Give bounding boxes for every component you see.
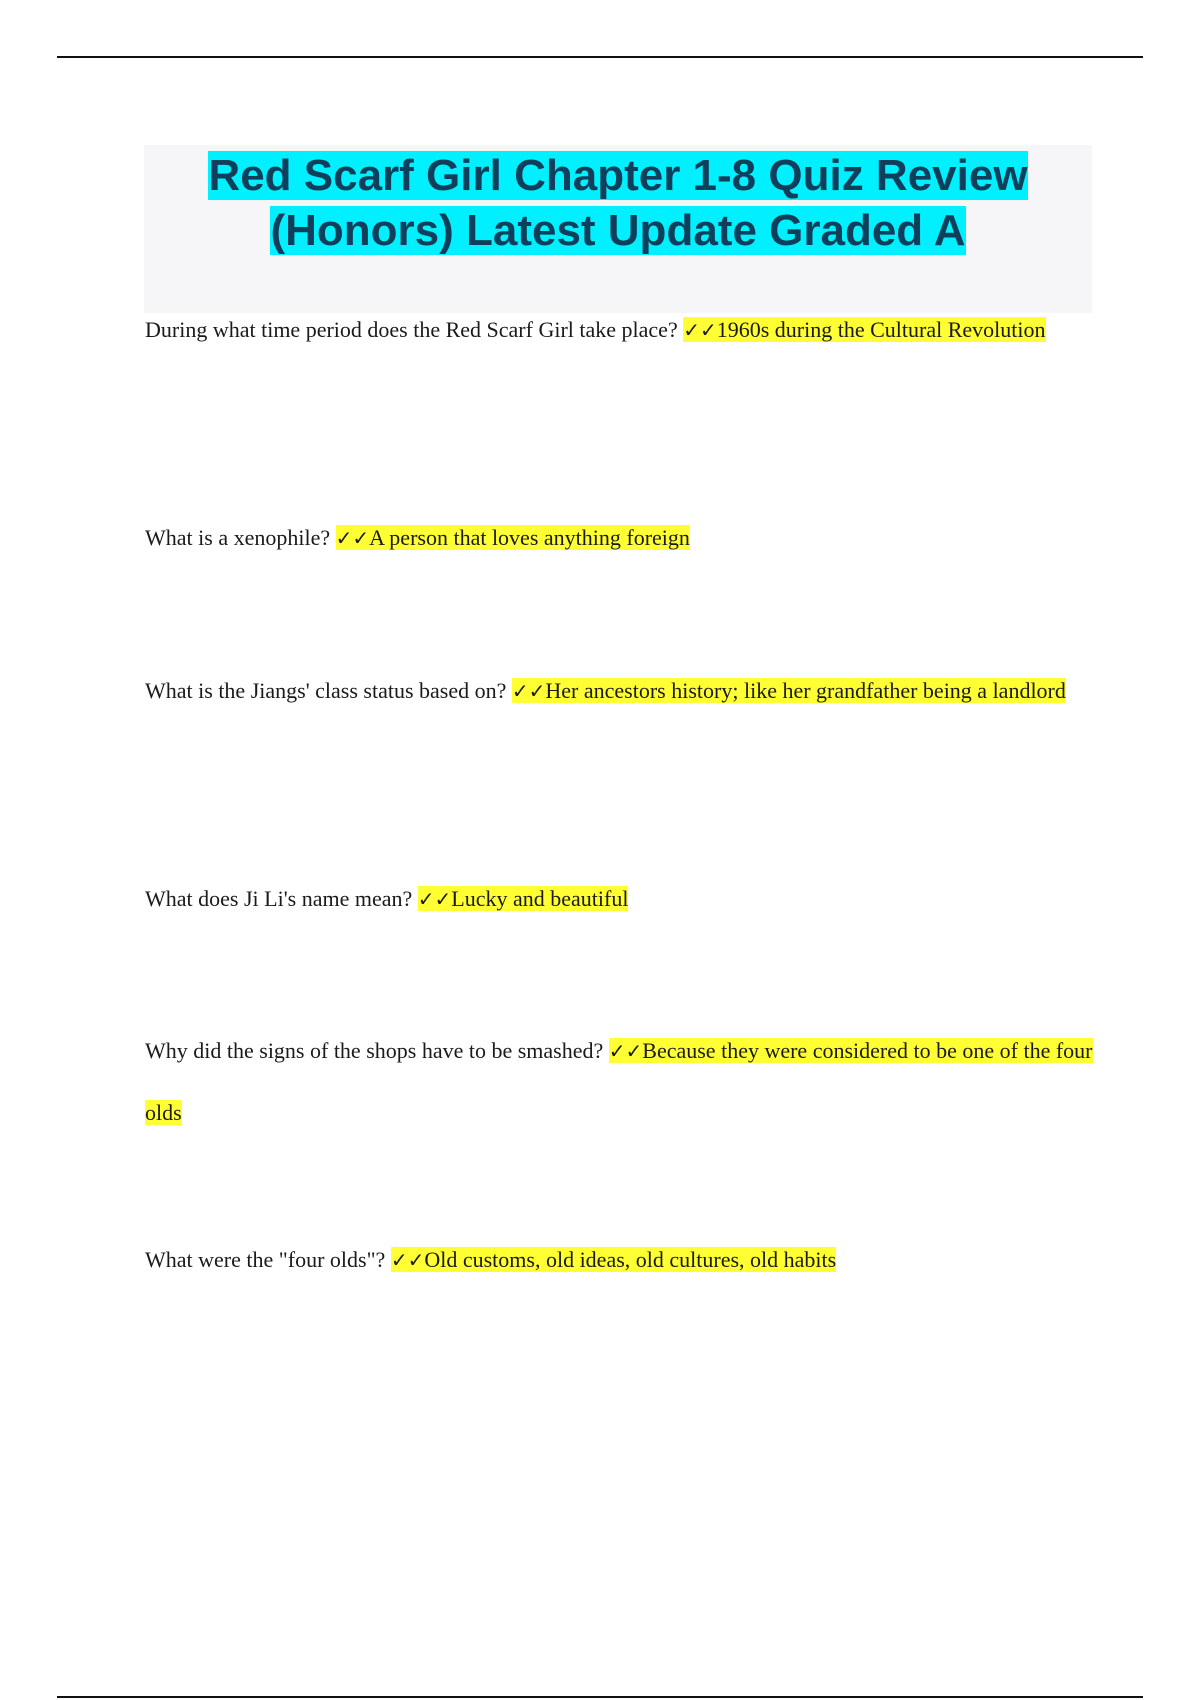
double-check-icon: ✓✓ xyxy=(417,887,452,911)
question-text: During what time period does the Red Scarf Girl take place? xyxy=(145,317,678,342)
double-check-icon: ✓✓ xyxy=(390,1248,425,1272)
double-check-icon: ✓✓ xyxy=(511,679,546,703)
question-text: What is a xenophile? xyxy=(145,525,331,550)
double-check-icon: ✓✓ xyxy=(608,1039,643,1063)
qa-item-2 xyxy=(145,507,1095,569)
question-text: What is the Jiangs' class status based on? xyxy=(145,678,507,703)
bottom-rule xyxy=(57,1696,1143,1698)
answer-text: A person that loves anything foreign xyxy=(369,525,690,550)
answer-text: 1960s during the Cultural Revolution xyxy=(716,317,1046,342)
question-text: Why did the signs of the shops have to be smashed? xyxy=(145,1038,604,1063)
double-check-icon: ✓✓ xyxy=(683,318,717,342)
title-box xyxy=(144,145,1092,313)
qa-item-4 xyxy=(145,868,1095,930)
answer-highlight xyxy=(683,317,1045,342)
answer-highlight xyxy=(336,525,690,550)
top-rule xyxy=(57,56,1143,58)
question-text: What were the "four olds"? xyxy=(145,1247,386,1272)
double-check-icon: ✓✓ xyxy=(335,526,370,550)
title-line-2: (Honors) Latest Update Graded A xyxy=(270,206,966,255)
answer-text: Old customs, old ideas, old cultures, old habits xyxy=(424,1247,837,1272)
answer-text: Because they were considered to be one of the four olds xyxy=(145,1038,1093,1125)
title-line-1: Red Scarf Girl Chapter 1-8 Quiz Review xyxy=(208,151,1028,200)
question-text: What does Ji Li's name mean? xyxy=(145,886,413,911)
answer-highlight xyxy=(418,886,629,911)
answer-text: Her ancestors history; like her grandfather being a landlord xyxy=(545,678,1066,703)
qa-item-3 xyxy=(145,660,1095,722)
answer-highlight xyxy=(391,1247,836,1272)
answer-text: Lucky and beautiful xyxy=(451,886,629,911)
page-title xyxy=(144,148,1092,258)
answer-highlight xyxy=(512,678,1066,703)
qa-item-5 xyxy=(145,1020,1095,1143)
qa-item-6 xyxy=(145,1229,1095,1291)
qa-item-1 xyxy=(145,299,1095,361)
